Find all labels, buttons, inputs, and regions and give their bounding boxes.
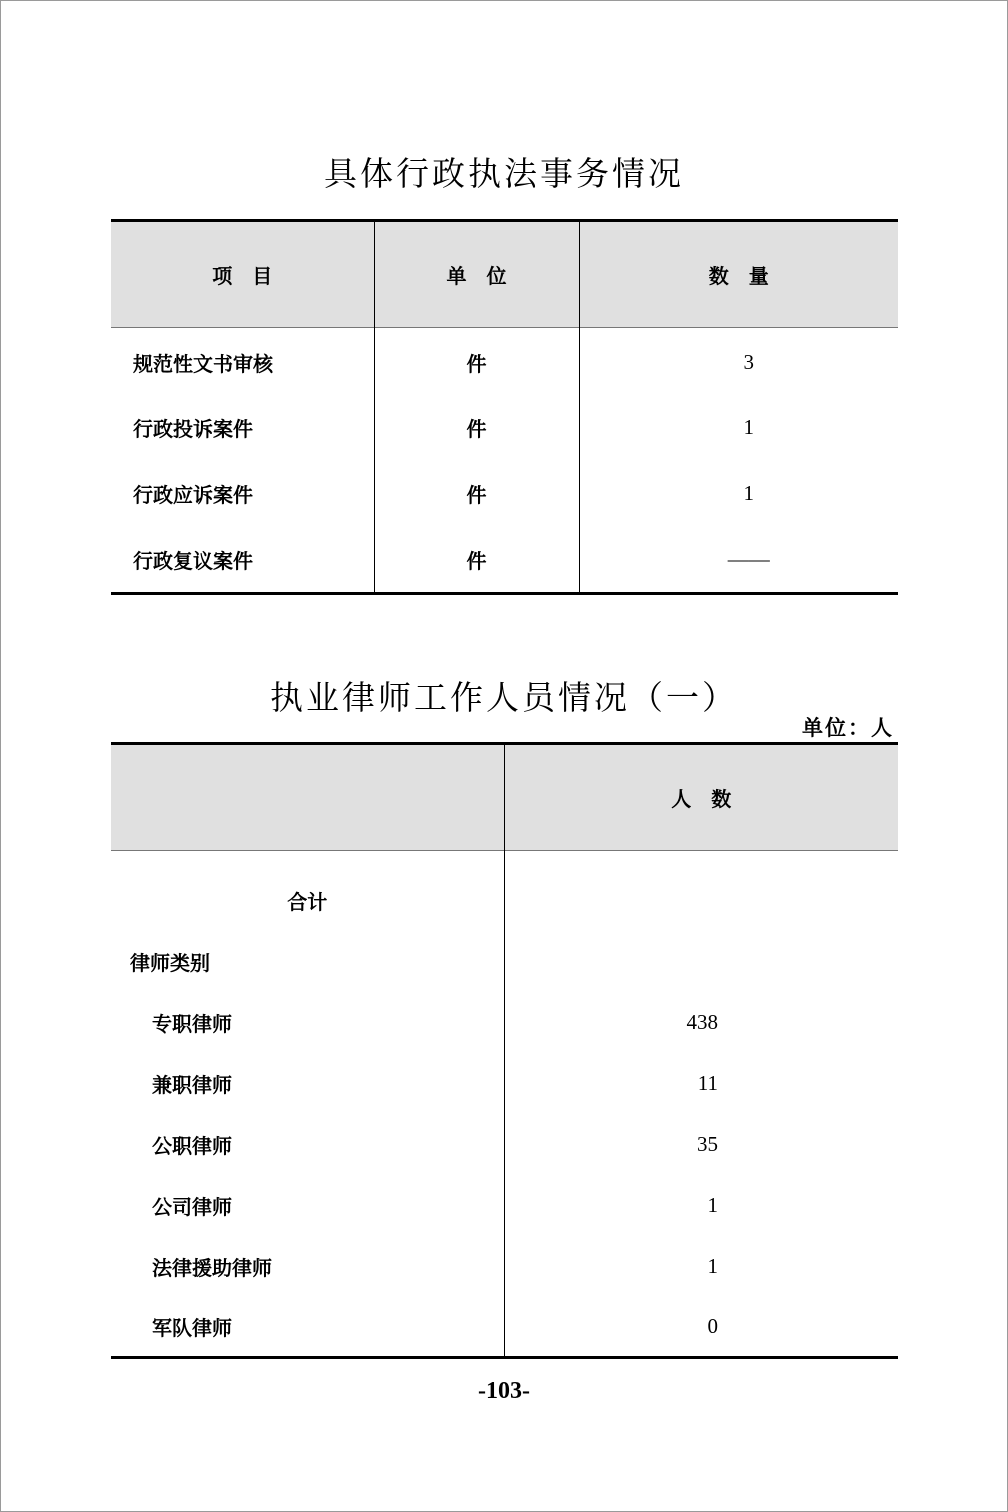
row-label: 公司律师 — [152, 1194, 232, 1219]
row-value: 1 — [504, 1175, 898, 1236]
row-unit: 件 — [374, 328, 579, 395]
row-label: 公职律师 — [152, 1133, 232, 1158]
table-row — [111, 851, 898, 931]
row-quantity: 3 — [579, 328, 898, 395]
row-value: 1 — [504, 1236, 898, 1297]
row-label: 合计 — [287, 890, 328, 915]
row-label: 律师类别 — [130, 950, 210, 975]
table-row — [111, 1297, 898, 1358]
header-item: 项 目 — [111, 221, 374, 328]
law-enforcement-table — [111, 219, 898, 595]
row-item: 行政应诉案件 — [133, 483, 253, 508]
table-row — [111, 328, 898, 395]
header-quantity: 数 量 — [579, 221, 898, 328]
row-label: 军队律师 — [152, 1315, 232, 1340]
row-value: 438 — [504, 992, 898, 1053]
row-unit: 件 — [374, 461, 579, 528]
row-value: 35 — [504, 1114, 898, 1175]
row-value — [504, 931, 898, 992]
table1-title: 具体行政执法事务情况 — [324, 154, 684, 193]
row-item: 行政投诉案件 — [133, 416, 253, 441]
table-row — [111, 1114, 898, 1175]
row-label: 专职律师 — [152, 1011, 232, 1036]
table-row — [111, 1053, 898, 1114]
row-item: 行政复议案件 — [133, 549, 253, 573]
header-label — [111, 744, 504, 851]
table2-title: 执业律师工作人员情况（一） — [270, 678, 738, 717]
row-unit: 件 — [374, 394, 579, 461]
row-item: 规范性文书审核 — [133, 351, 273, 376]
header-unit: 单 位 — [374, 221, 579, 328]
table-row — [111, 931, 898, 992]
page-number: -103- — [478, 1378, 530, 1404]
row-value: 11 — [504, 1053, 898, 1114]
row-value — [504, 851, 898, 931]
row-label: 法律援助律师 — [152, 1255, 272, 1280]
table-row — [111, 527, 898, 594]
table-row — [111, 992, 898, 1053]
table-row — [111, 1236, 898, 1297]
row-quantity: 1 — [579, 461, 898, 528]
unit-note: 单位：人 — [802, 715, 894, 740]
table2-header-row — [111, 744, 898, 851]
row-quantity: —— — [579, 527, 898, 594]
row-quantity: 1 — [579, 394, 898, 461]
lawyer-staff-table — [111, 742, 898, 1359]
table1-header-row — [111, 221, 898, 328]
table-row — [111, 461, 898, 528]
table-row — [111, 1175, 898, 1236]
row-unit: 件 — [374, 527, 579, 594]
table-row — [111, 394, 898, 461]
row-value: 0 — [504, 1297, 898, 1358]
header-count: 人 数 — [504, 744, 898, 851]
row-label: 兼职律师 — [152, 1072, 232, 1097]
